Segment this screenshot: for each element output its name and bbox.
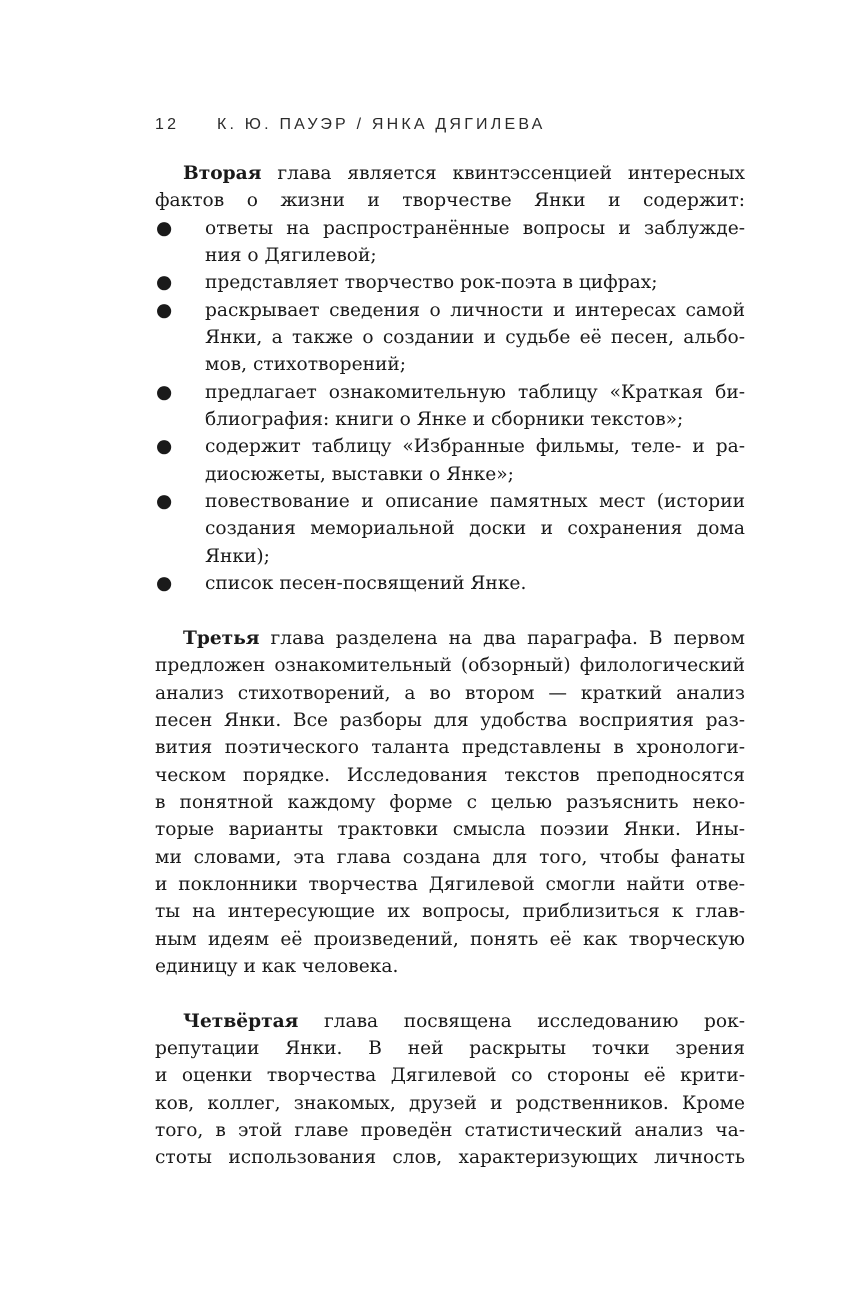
text-line: ● представляет творчество рок-поэта в цифрах;: [155, 269, 745, 296]
text-line: того, в этой главе проведён статистический анализ ча-: [155, 1120, 745, 1142]
text-line: ● предлагает ознакомительную таблицу «Краткая би-: [155, 379, 745, 406]
paragraph-gap: [155, 980, 745, 1007]
list-item: [155, 488, 745, 570]
text-line: предложен ознакомительный (обзорный) филологический: [155, 655, 745, 677]
bullet-icon: ●: [156, 217, 173, 239]
text-line: и оценки творчества Дягилевой со стороны её крити-: [155, 1065, 745, 1087]
text-line: блиография: книги о Янке и сборники текстов»;: [205, 409, 684, 431]
text-line: диосюжеты, выставки о Янке»;: [205, 463, 514, 485]
text-line: ● повествование и описание памятных мест (истории: [155, 488, 745, 515]
text-line: единицу и как человека.: [155, 955, 399, 977]
text-line: Четвёртая глава посвящена исследованию рок-: [183, 1010, 745, 1032]
list-item: [155, 379, 745, 434]
text-line: ● ответы на распространённые вопросы и заблужде-: [155, 215, 745, 242]
text-line: ния о Дягилевой;: [205, 245, 377, 267]
paragraph-gap: [155, 598, 745, 625]
text-line: ков, коллег, знакомых, друзей и родственников. Кроме: [155, 1092, 745, 1114]
bullet-icon: ●: [156, 491, 173, 513]
text-line: репутации Янки. В ней раскрыты точки зрения: [155, 1038, 745, 1059]
text-line: анализ стихотворений, а во втором — краткий анализ: [155, 682, 745, 704]
paragraph-third-chapter: [155, 625, 745, 980]
list-item: [155, 570, 745, 597]
text-line: создания мемориальной доски и сохранения дома: [205, 518, 745, 540]
text-line: ми словами, эта глава создана для того, чтобы фанаты: [155, 846, 745, 868]
text-line: ● раскрывает сведения о личности и интересах самой: [155, 297, 745, 324]
list-item: [155, 215, 745, 270]
list-item: [155, 433, 745, 488]
text-line: ческом порядке. Исследования текстов преподносятся: [155, 764, 745, 786]
text-line: ным идеям её произведений, понять её как творческую: [155, 928, 745, 950]
text-line: и поклонники творчества Дягилевой смогли найти отве-: [155, 873, 745, 895]
text-line: в понятной каждому форме с целью разъяснить неко-: [155, 791, 745, 813]
bullet-icon: ●: [156, 573, 173, 595]
text-line: стоты использования слов, характеризующих личность: [155, 1147, 745, 1169]
text-line: ● список песен-посвящений Янке.: [155, 570, 745, 597]
running-header: [155, 116, 745, 134]
bold-term: Третья: [183, 627, 260, 649]
paragraph-fourth-chapter: [155, 1008, 745, 1172]
bullet-list: [155, 215, 745, 598]
bullet-icon: ●: [156, 272, 173, 294]
list-item: [155, 269, 745, 296]
text-line: Третья глава разделена на два параграфа. В первом: [183, 627, 745, 649]
bold-term: Четвёртая: [183, 1010, 299, 1032]
text-line: Янки, а также о создании и судьбе её песен, альбо-: [205, 327, 745, 349]
bullet-icon: ●: [156, 436, 173, 458]
text-line: вития поэтического таланта представлены в хронологи-: [155, 737, 745, 759]
text-line: ты на интересующие их вопросы, приблизиться к глав-: [155, 901, 745, 923]
text-line: Вторая глава является квинтэссенцией интересных: [183, 163, 745, 184]
bullet-icon: ●: [156, 299, 173, 321]
text-line: фактов о жизни и творчестве Янки и содержит:: [155, 190, 745, 212]
text-line: Янки);: [205, 545, 270, 567]
page-number: 12: [155, 116, 180, 133]
text-line: песен Янки. Все разборы для удобства восприятия раз-: [155, 709, 745, 731]
paragraph-second-chapter: [155, 160, 745, 215]
text-line: торые варианты трактовки смысла поэзии Янки. Ины-: [155, 819, 745, 841]
text-line: ● содержит таблицу «Избранные фильмы, теле- и ра-: [155, 433, 745, 460]
running-title: К. Ю. ПАУЭР / ЯНКА ДЯГИЛЕВА: [217, 116, 546, 133]
list-item: [155, 297, 745, 379]
bold-term: Вторая: [183, 163, 262, 184]
body-text: [155, 160, 745, 1172]
bullet-icon: ●: [156, 381, 173, 403]
text-line: мов, стихотворений;: [205, 354, 407, 376]
